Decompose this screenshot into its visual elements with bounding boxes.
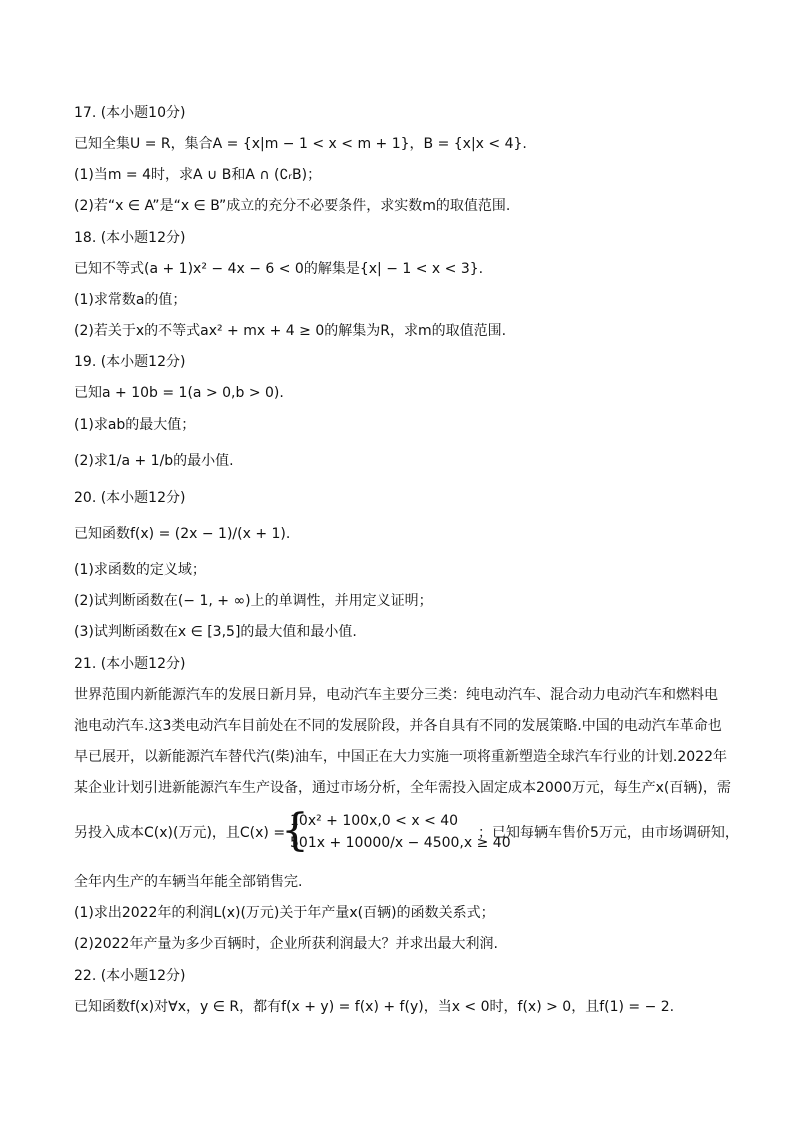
q21-line3: 早已展开，以新能源汽车替代汽(柴)油车，中国正在大力实施一项将重新塑造全球汽车行业的计划.2022年 bbox=[74, 749, 728, 765]
q20-part3: (3)试判断函数在x ∈ [3,5]的最大值和最小值. bbox=[74, 624, 357, 640]
q21-header: 21. (本小题12分) bbox=[74, 656, 186, 672]
q21-line6: 全年内生产的车辆当年能全部销售完. bbox=[74, 874, 303, 890]
q21-case1: 10x² + 100x,0 < x < 40 bbox=[290, 813, 459, 829]
q21-cost-tail: ；已知每辆车售价5万元，由市场调研知， bbox=[478, 825, 739, 841]
piecewise-brace-icon: { bbox=[281, 805, 309, 856]
q21-case2: 501x + 10000/x − 4500,x ≥ 40 bbox=[290, 835, 511, 851]
q21-line4: 某企业计划引进新能源汽车生产设备，通过市场分析，全年需投入固定成本2000万元，每生产x(百辆)，需 bbox=[74, 780, 731, 796]
q18-header: 18. (本小题12分) bbox=[74, 230, 186, 246]
q22-header: 22. (本小题12分) bbox=[74, 968, 186, 984]
q21-cost-function bbox=[74, 805, 774, 856]
q21-part1: (1)求出2022年的利润L(x)(万元)关于年产量x(百辆)的函数关系式； bbox=[74, 905, 495, 921]
q17-part2: (2)若“x ∈ A”是“x ∈ B”成立的充分不必要条件，求实数m的取值范围. bbox=[74, 198, 511, 214]
q17-header: 17. (本小题10分) bbox=[74, 105, 186, 121]
q18-part1: (1)求常数a的值； bbox=[74, 292, 187, 308]
q17-stem: 已知全集U = R，集合A = {x|m − 1 < x < m + 1}，B = {x|x < 4}. bbox=[74, 136, 527, 152]
q20-stem: 已知函数f(x) = (2x − 1)/(x + 1). bbox=[74, 526, 291, 542]
q20-part2: (2)试判断函数在(− 1, + ∞)上的单调性，并用定义证明； bbox=[74, 593, 433, 609]
q19-part1: (1)求ab的最大值； bbox=[74, 417, 196, 433]
q21-cost-lead: 另投入成本C(x)(万元)，且C(x) = bbox=[74, 825, 286, 841]
q19-header: 19. (本小题12分) bbox=[74, 354, 186, 370]
q21-line2: 池电动汽车.这3类电动汽车目前处在不同的发展阶段，并各自具有不同的发展策略.中国的电动汽车革命也 bbox=[74, 718, 722, 734]
q21-part2: (2)2022年产量为多少百辆时，企业所获利润最大？并求出最大利润. bbox=[74, 936, 498, 952]
q19-part2: (2)求1/a + 1/b的最小值. bbox=[74, 453, 234, 469]
q22-stem: 已知函数f(x)对∀x，y ∈ R，都有f(x + y) = f(x) + f(y)，当x < 0时，f(x) > 0，且f(1) = − 2. bbox=[74, 999, 675, 1015]
q17-part1: (1)当m = 4时，求A ∪ B和A ∩ (∁ᵣB)； bbox=[74, 167, 322, 183]
q21-line1: 世界范围内新能源汽车的发展日新月异，电动汽车主要分三类：纯电动汽车、混合动力电动汽车和燃料电 bbox=[74, 687, 718, 703]
q20-header: 20. (本小题12分) bbox=[74, 490, 186, 506]
q18-stem: 已知不等式(a + 1)x² − 4x − 6 < 0的解集是{x| − 1 < x < 3}. bbox=[74, 261, 484, 277]
q18-part2: (2)若关于x的不等式ax² + mx + 4 ≥ 0的解集为R，求m的取值范围. bbox=[74, 323, 507, 339]
q19-stem: 已知a + 10b = 1(a > 0,b > 0). bbox=[74, 385, 284, 401]
q20-part1: (1)求函数的定义域； bbox=[74, 562, 206, 578]
